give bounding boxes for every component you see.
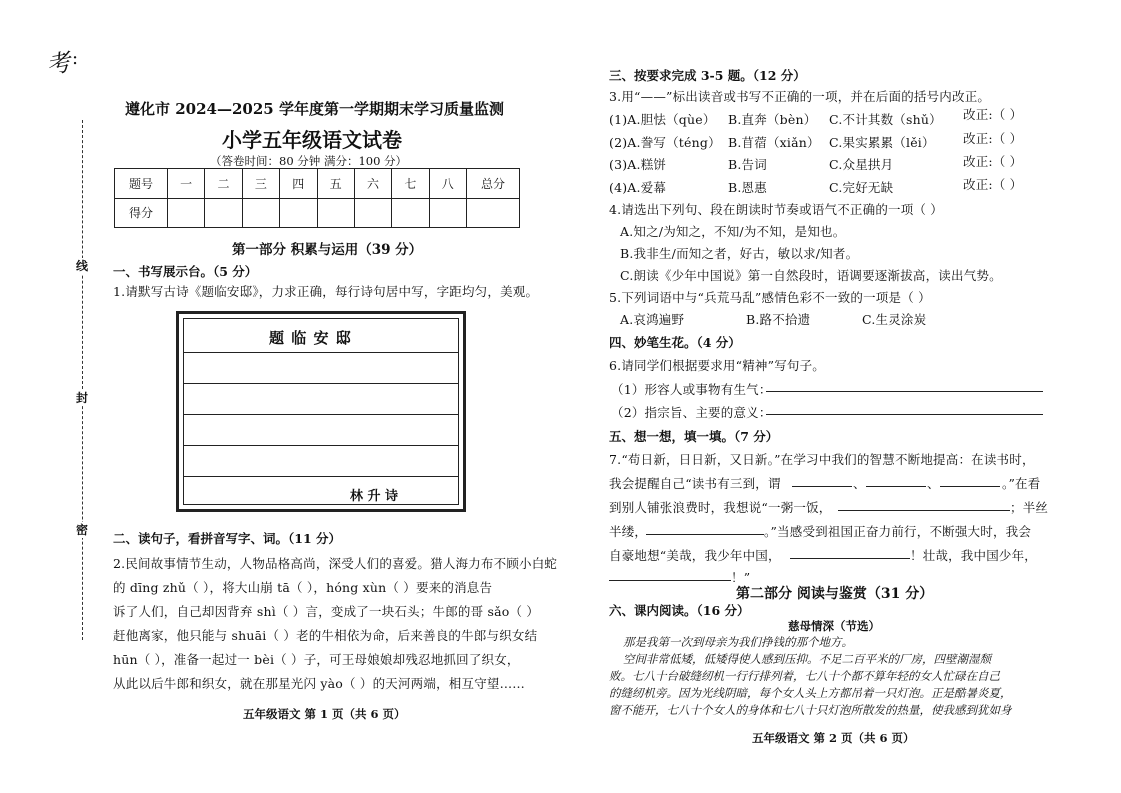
q2-line-1: 2.民间故事情节生动，人物品格高尚，深受人们的喜爱。猎人海力布不顾小白蛇 [113,556,558,571]
question-6: 6.请同学们根据要求用“精神”写句子。 [609,358,826,373]
q3-row-3-c: C.众星拱月 [829,157,894,172]
q3-row-1-b: B.直奔（bèn） [728,112,817,127]
poem-author: 林 升 诗 [350,489,399,504]
section-4-heading: 四、妙笔生花。（4 分） [609,335,741,350]
score-input[interactable] [317,198,354,228]
section-1-heading: 一、书写展示台。（5 分） [113,264,258,279]
exam-meta: （答卷时间：80 分钟 满分：100 分） [210,154,408,168]
score-table [114,168,520,228]
footer-right: 五年级语文 第 2 页（共 6 页） [752,731,915,745]
poem-title: 题 临 安 邸 [269,329,352,347]
q3-row-4-fix[interactable]: 改正:（ ） [963,177,1023,192]
q3-row-2-c: C.果实累累（lěi） [829,135,935,150]
score-table-header-row [115,169,520,199]
q7-line-2-end: 。”在看 [1002,476,1041,491]
q6-answer-line-1[interactable] [766,391,1043,392]
q7-blank-1[interactable] [792,486,852,487]
poem-line[interactable] [184,383,458,384]
score-cell-3: 三 [242,169,279,199]
score-cell-2: 二 [205,169,242,199]
part1-title: 第一部分 积累与运用（39 分） [232,242,423,258]
score-input[interactable] [354,198,391,228]
q7-blank-3[interactable] [940,486,1000,487]
q7-blank-4[interactable] [838,510,1010,511]
poem-line[interactable] [184,445,458,446]
score-cell-1: 一 [168,169,205,199]
q3-row-4-c: C.完好无缺 [829,180,894,195]
q3-row-4-a: (4)A.爱幕 [609,180,667,195]
passage-line-2: 空间非常低矮，低矮得使人感到压抑。不足二百平米的厂房，四壁潮湿颓 [623,652,991,666]
q7-line-2-start: 我会提醒自己“读书有三到，谓 [609,476,781,491]
q3-row-1-fix[interactable]: 改正:（ ） [963,107,1023,122]
score-input[interactable] [429,198,466,228]
q7-line-5-start: 自豪地想“美哉，我少年中国， [609,548,781,563]
q2-line-3: 诉了人们，自己却因背弃 shì（ ）言，变成了一块石头；牛郎的哥 sǎo（ ） [113,604,540,619]
q4-option-a: A.知之/为知之，不知/为不知，是知也。 [620,224,846,239]
q7-line-4-end: 。”当感受到祖国正奋力前行，不断强大时，我会 [764,524,1032,539]
score-input[interactable] [467,198,520,228]
poem-line[interactable] [184,476,458,477]
binding-line [82,120,83,640]
section-2-heading: 二、读句子，看拼音写字、词。（11 分） [113,531,341,546]
q7-blank-5[interactable] [646,534,764,535]
exam-title: 小学五年级语文试卷 [222,128,402,152]
question-3: 3.用“——”标出读音或书写不正确的一项，并在后面的括号内改正。 [609,89,991,104]
score-input[interactable] [205,198,242,228]
q5-option-a: A.哀鸿遍野 [620,312,685,327]
q7-line-3-start: 到别人铺张浪费时，我想说“一粥一饭， [609,500,832,515]
section-6-heading: 六、课内阅读。（16 分） [609,603,750,618]
passage-title: 慈母情深（节选） [788,619,880,633]
q2-line-5: hūn（ ），准备一起过一 bèi（ ）子，可王母娘娘却残忍地抓回了织女， [113,652,520,667]
q5-option-b: B.路不拾遗 [746,312,811,327]
poem-box-inner [183,318,459,505]
poem-writing-box[interactable] [176,311,466,512]
section-5-heading: 五、想一想，填一填。（7 分） [609,429,779,444]
q2-line-2: 的 dīng zhǔ（ ），将大山崩 tā（ ），hóng xùn（ ）要来的消息告 [113,580,493,595]
passage-line-4: 的缝纫机旁。因为光线阴暗，每个女人头上方都吊着一只灯泡。正是酷暑炎夏， [609,686,1012,700]
exam-header-line: 遵化市 2024—2025 学年度第一学期期末学习质量监测 [125,100,504,118]
section-3-heading: 三、按要求完成 3-5 题。（12 分） [609,68,806,83]
score-cell-label: 题号 [115,169,168,199]
q3-row-3-a: (3)A.糕饼 [609,157,667,172]
q7-line-5-end: ！壮哉，我中国少年， [910,548,1038,563]
q7-sep-2: 、 [927,476,940,491]
handwritten-colon: : [72,48,79,69]
score-input[interactable] [168,198,205,228]
q7-line-6-end: ！” [731,570,751,585]
score-row-label: 得分 [115,198,168,228]
q3-row-1-c: C.不计其数（shǔ） [829,112,942,127]
q7-blank-2[interactable] [866,486,926,487]
q6-prompt-2: （2）指宗旨、主要的意义： [611,405,772,420]
q7-blank-6[interactable] [790,558,910,559]
score-cell-7: 七 [392,169,429,199]
poem-line[interactable] [184,352,458,353]
score-input[interactable] [280,198,317,228]
poem-line[interactable] [184,414,458,415]
q5-option-c: C.生灵涂炭 [862,312,927,327]
q3-row-2-b: B.苜蓿（xiǎn） [728,135,820,150]
question-5: 5.下列词语中与“兵荒马乱”感情色彩不一致的一项是（ ） [609,290,931,305]
score-cell-4: 四 [280,169,317,199]
q7-sep-1: 、 [853,476,866,491]
q3-row-3-b: B.告词 [728,157,767,172]
score-cell-6: 六 [354,169,391,199]
q3-row-2-a: (2)A.誊写（téng） [609,135,721,150]
q3-row-2-fix[interactable]: 改正:（ ） [963,131,1023,146]
q7-line-3-end: ；半丝 [1010,500,1049,515]
passage-line-3: 败。七八十台破缝纫机一行行排列着，七八十个都不算年轻的女人忙碌在自己 [609,669,1000,683]
handwritten-mark: 考 [44,48,73,80]
q3-row-4-b: B.恩惠 [728,180,767,195]
passage-line-1: 那是我第一次到母亲为我们挣钱的那个地方。 [623,635,853,649]
score-input[interactable] [392,198,429,228]
q7-blank-7[interactable] [609,580,731,581]
passage-line-5: 窗不能开，七八十个女人的身体和七八十只灯泡所散发的热量，使我感到犹如身 [609,703,1012,717]
q2-line-6: 从此以后牛郎和织女，就在那星光闪 yào（ ）的天河两端，相互守望…… [113,676,525,691]
q3-row-1-a: (1)A.胆怯（qùe） [609,112,716,127]
q7-line-1: 7.“苟日新，日日新，又日新。”在学习中我们的智慧不断地提高：在读书时， [609,452,1035,467]
question-1: 1.请默写古诗《题临安邸》，力求正确，每行诗句居中写，字距均匀，美观。 [113,284,539,299]
score-input[interactable] [242,198,279,228]
binding-word-seal: 封 [76,391,89,405]
q6-prompt-1: （1）形容人或事物有生气： [611,382,772,397]
q7-line-4-start: 半缕， [609,524,648,539]
score-cell-5: 五 [317,169,354,199]
binding-word-secret: 密 [76,523,89,537]
q4-option-c: C.朗读《少年中国说》第一自然段时，语调要逐渐拔高，读出气势。 [620,268,1002,283]
binding-word-line: 线 [76,259,89,273]
q3-row-3-fix[interactable]: 改正:（ ） [963,154,1023,169]
score-cell-8: 八 [429,169,466,199]
footer-left: 五年级语文 第 1 页（共 6 页） [243,707,406,721]
score-cell-total: 总分 [467,169,520,199]
part2-title: 第二部分 阅读与鉴赏（31 分） [736,586,934,602]
q4-option-b: B.我非生/而知之者，好古，敏以求/知者。 [620,246,859,261]
q2-line-4: 赶他离家，他只能与 shuāi（ ）老的牛相依为命，后来善良的牛郎与织女结 [113,628,538,643]
question-4: 4.请选出下列句、段在朗读时节奏或语气不正确的一项（ ） [609,202,944,217]
q6-answer-line-2[interactable] [766,414,1043,415]
score-table-score-row [115,198,520,228]
